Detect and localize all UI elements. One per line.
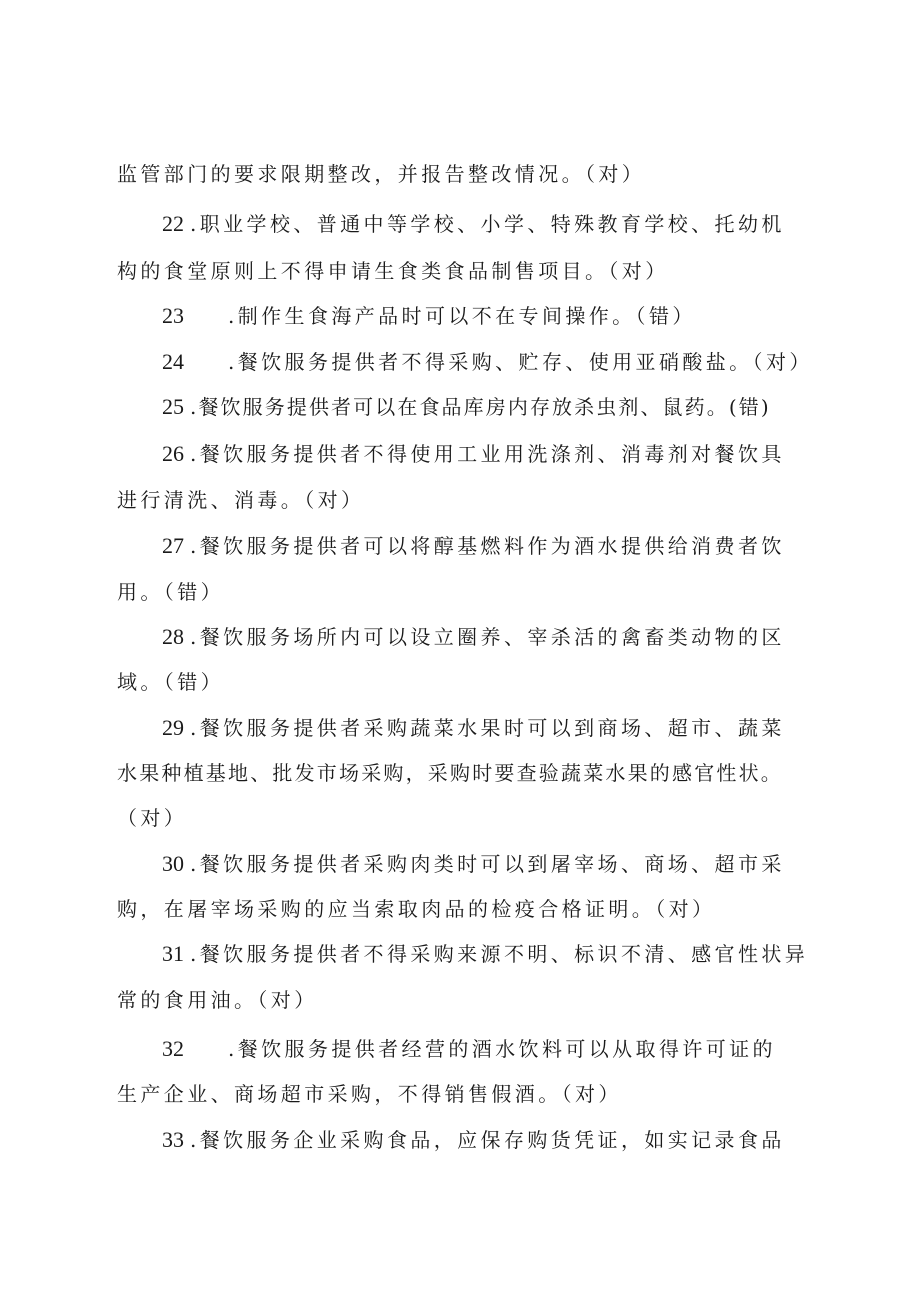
question-number: 27: [162, 533, 184, 558]
question-24: 24 .餐饮服务提供者不得采购、贮存、使用亚硝酸盐。（对）: [162, 349, 813, 374]
question-number: 24: [162, 349, 184, 374]
text-line: 域。（错）: [117, 670, 224, 694]
question-number: 23: [162, 303, 184, 328]
text-line: 构的食堂原则上不得申请生食类食品制售项目。（对）: [117, 259, 669, 283]
question-number: 33: [162, 1127, 184, 1152]
question-26: 26 .餐饮服务提供者不得使用工业用洗涤剂、消毒剂对餐饮具: [162, 441, 785, 466]
text-line: 生产企业、商场超市采购，不得销售假酒。（对）: [117, 1082, 622, 1106]
text-line: 常的食用油。（对）: [117, 988, 318, 1012]
question-25: 25 .餐饮服务提供者可以在食品库房内存放杀虫剂、鼠药。(错): [162, 394, 771, 419]
question-28: 28 .餐饮服务场所内可以设立圈养、宰杀活的禽畜类动物的区: [162, 624, 785, 649]
text-line: （对）: [117, 806, 188, 830]
question-number: 32: [162, 1036, 184, 1061]
question-27: 27 .餐饮服务提供者可以将醇基燃料作为酒水提供给消费者饮: [162, 533, 785, 558]
question-number: 31: [162, 941, 184, 966]
question-29: 29 .餐饮服务提供者采购蔬菜水果时可以到商场、超市、蔬菜: [162, 715, 785, 740]
text-line: 监管部门的要求限期整改，并报告整改情况。（对）: [117, 162, 646, 186]
question-23: 23 .制作生食海产品时可以不在专间操作。（错）: [162, 303, 696, 328]
question-number: 26: [162, 441, 184, 466]
question-33: 33 .餐饮服务企业采购食品，应保存购货凭证，如实记录食品: [162, 1127, 785, 1152]
question-number: 30: [162, 851, 184, 876]
question-number: 22: [162, 211, 184, 236]
question-22: 22 .职业学校、普通中等学校、小学、特殊教育学校、托幼机: [162, 211, 785, 236]
question-32: 32 .餐饮服务提供者经营的酒水饮料可以从取得许可证的: [162, 1036, 776, 1061]
question-30: 30 .餐饮服务提供者采购肉类时可以到屠宰场、商场、超市采: [162, 851, 785, 876]
text-line: 进行清洗、消毒。（对）: [117, 488, 365, 512]
question-number: 29: [162, 715, 184, 740]
text-line: 水果种植基地、批发市场采购，采购时要查验蔬菜水果的感官性状。: [117, 761, 783, 785]
text-line: 用。（错）: [117, 580, 224, 604]
question-number: 25: [162, 394, 184, 419]
text-line: 购，在屠宰场采购的应当索取肉品的检疫合格证明。（对）: [117, 897, 716, 921]
question-number: 28: [162, 624, 184, 649]
question-31: 31 .餐饮服务提供者不得采购来源不明、标识不清、感官性状异: [162, 941, 809, 966]
